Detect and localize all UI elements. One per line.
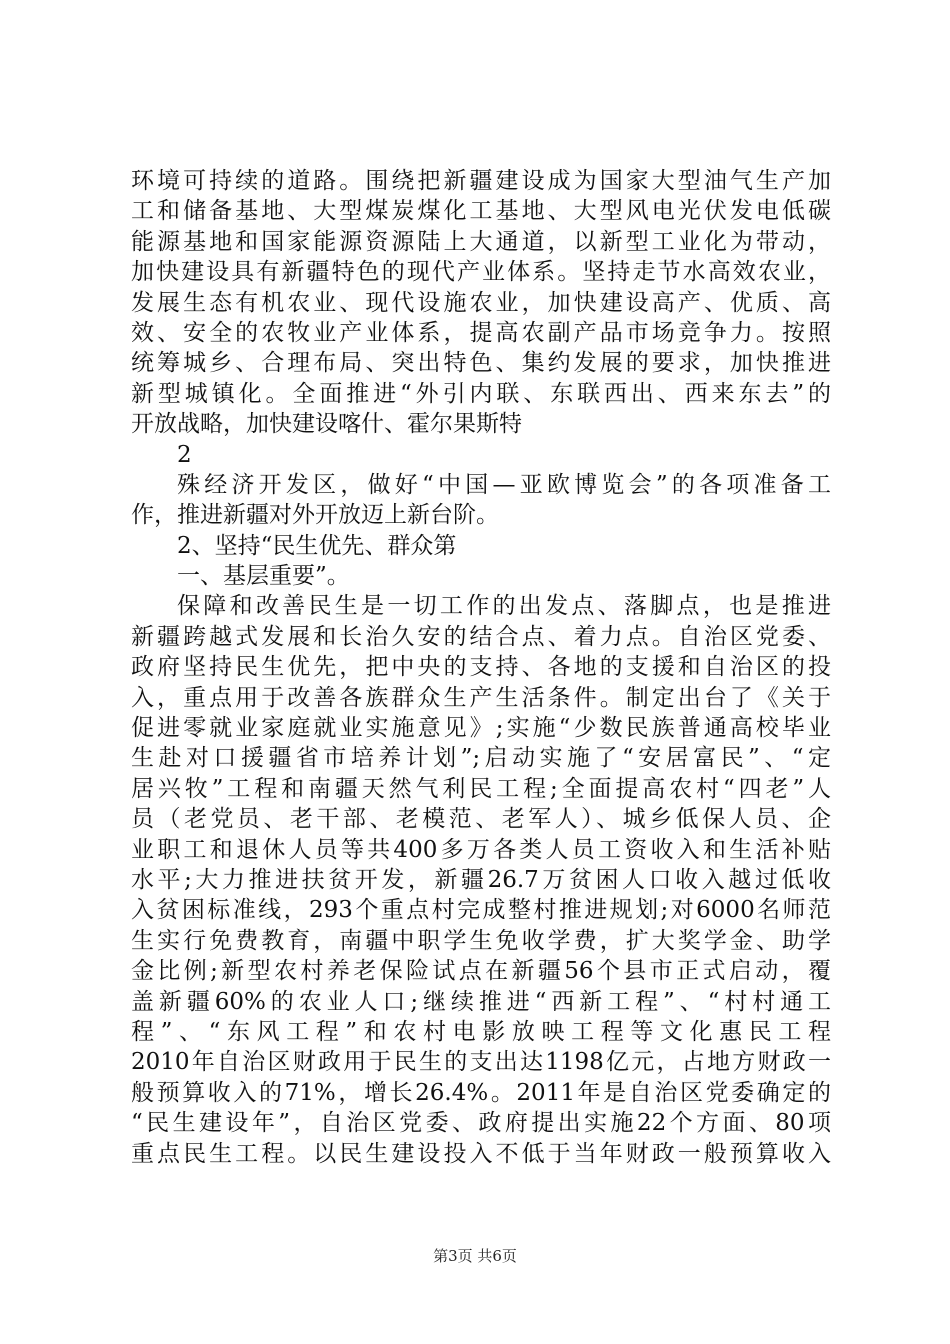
section-heading-continued: 一、基层重要”。 xyxy=(177,563,350,590)
text-line: 般预算收入的71%，增长26.4%。2011年是自治区党委确定的 xyxy=(131,1079,831,1106)
text-line: 生实行免费教育，南疆中职学生免收学费，扩大奖学金、助学 xyxy=(131,927,831,954)
text-line: 生赴对口援疆省市培养计划”;启动实施了“安居富民”、“定 xyxy=(131,745,831,772)
text-line: 加快建设具有新疆特色的现代产业体系。坚持走节水高效农业， xyxy=(131,259,831,286)
text-line: 新疆跨越式发展和长治久安的结合点、着力点。自治区党委、 xyxy=(131,623,831,650)
paragraph-first-line: 保障和改善民生是一切工作的出发点、落脚点，也是推进 xyxy=(177,593,831,620)
text-line: 水平;大力推进扶贫开发，新疆26.7万贫困人口收入越过低收 xyxy=(131,866,831,893)
text-line: 能源基地和国家能源资源陆上大通道，以新型工业化为带动， xyxy=(131,228,831,255)
text-line: 2010年自治区财政用于民生的支出达1198亿元，占地方财政一 xyxy=(131,1049,831,1076)
text-line: 政府坚持民生优先，把中央的支持、各地的支援和自治区的投 xyxy=(131,654,831,681)
text-line: 促进零就业家庭就业实施意见》;实施“少数民族普通高校毕业 xyxy=(131,715,831,742)
text-line: 统筹城乡、合理布局、突出特色、集约发展的要求，加快推进 xyxy=(131,350,831,377)
text-line: 业职工和退休人员等共400多万各类人员工资收入和生活补贴 xyxy=(131,836,831,863)
text-line: 员（老党员、老干部、老模范、老军人）、城乡低保人员、企 xyxy=(131,806,831,833)
text-line: 入，重点用于改善各族群众生产生活条件。制定出台了《关于 xyxy=(131,684,831,711)
text-line: 金比例;新型农村养老保险试点在新疆56个县市正式启动，覆 xyxy=(131,958,831,985)
text-line: 效、安全的农牧业产业体系，提高农副产品市场竞争力。按照 xyxy=(131,319,831,346)
text-line: 发展生态有机农业、现代设施农业，加快建设高产、优质、高 xyxy=(131,289,831,316)
document-body xyxy=(131,166,831,1169)
text-line: “民生建设年”，自治区党委、政府提出实施22个方面、80项 xyxy=(131,1110,831,1137)
text-line: 工和储备基地、大型煤炭煤化工基地、大型风电光伏发电低碳 xyxy=(131,198,831,225)
text-line: 新型城镇化。全面推进“外引内联、东联西出、西来东去”的 xyxy=(131,380,831,407)
text-line: 作，推进新疆对外开放迈上新台阶。 xyxy=(131,502,499,529)
text-line: 开放战略，加快建设喀什、霍尔果斯特 xyxy=(131,411,522,438)
text-line: 环境可持续的道路。围绕把新疆建设成为国家大型油气生产加 xyxy=(131,168,831,194)
text-line: 入贫困标准线，293个重点村完成整村推进规划;对6000名师范 xyxy=(131,897,831,924)
page-footer-label: 第3页 共6页 xyxy=(433,1247,517,1265)
section-heading: 2、坚持“民生优先、群众第 xyxy=(177,532,457,559)
text-line: 重点民生工程。以民生建设投入不低于当年财政一般预算收入 xyxy=(131,1140,831,1167)
text-line: 居兴牧”工程和南疆天然气利民工程;全面提高农村“四老”人 xyxy=(131,775,831,802)
paragraph-first-line: 殊经济开发区，做好“中国—亚欧博览会”的各项准备工 xyxy=(177,471,831,498)
text-line: 盖新疆60%的农业人口;继续推进“西新工程”、“村村通工 xyxy=(131,988,831,1015)
inline-page-number: 2 xyxy=(177,441,192,468)
text-line: 程”、“东风工程”和农村电影放映工程等文化惠民工程 xyxy=(131,1018,831,1045)
